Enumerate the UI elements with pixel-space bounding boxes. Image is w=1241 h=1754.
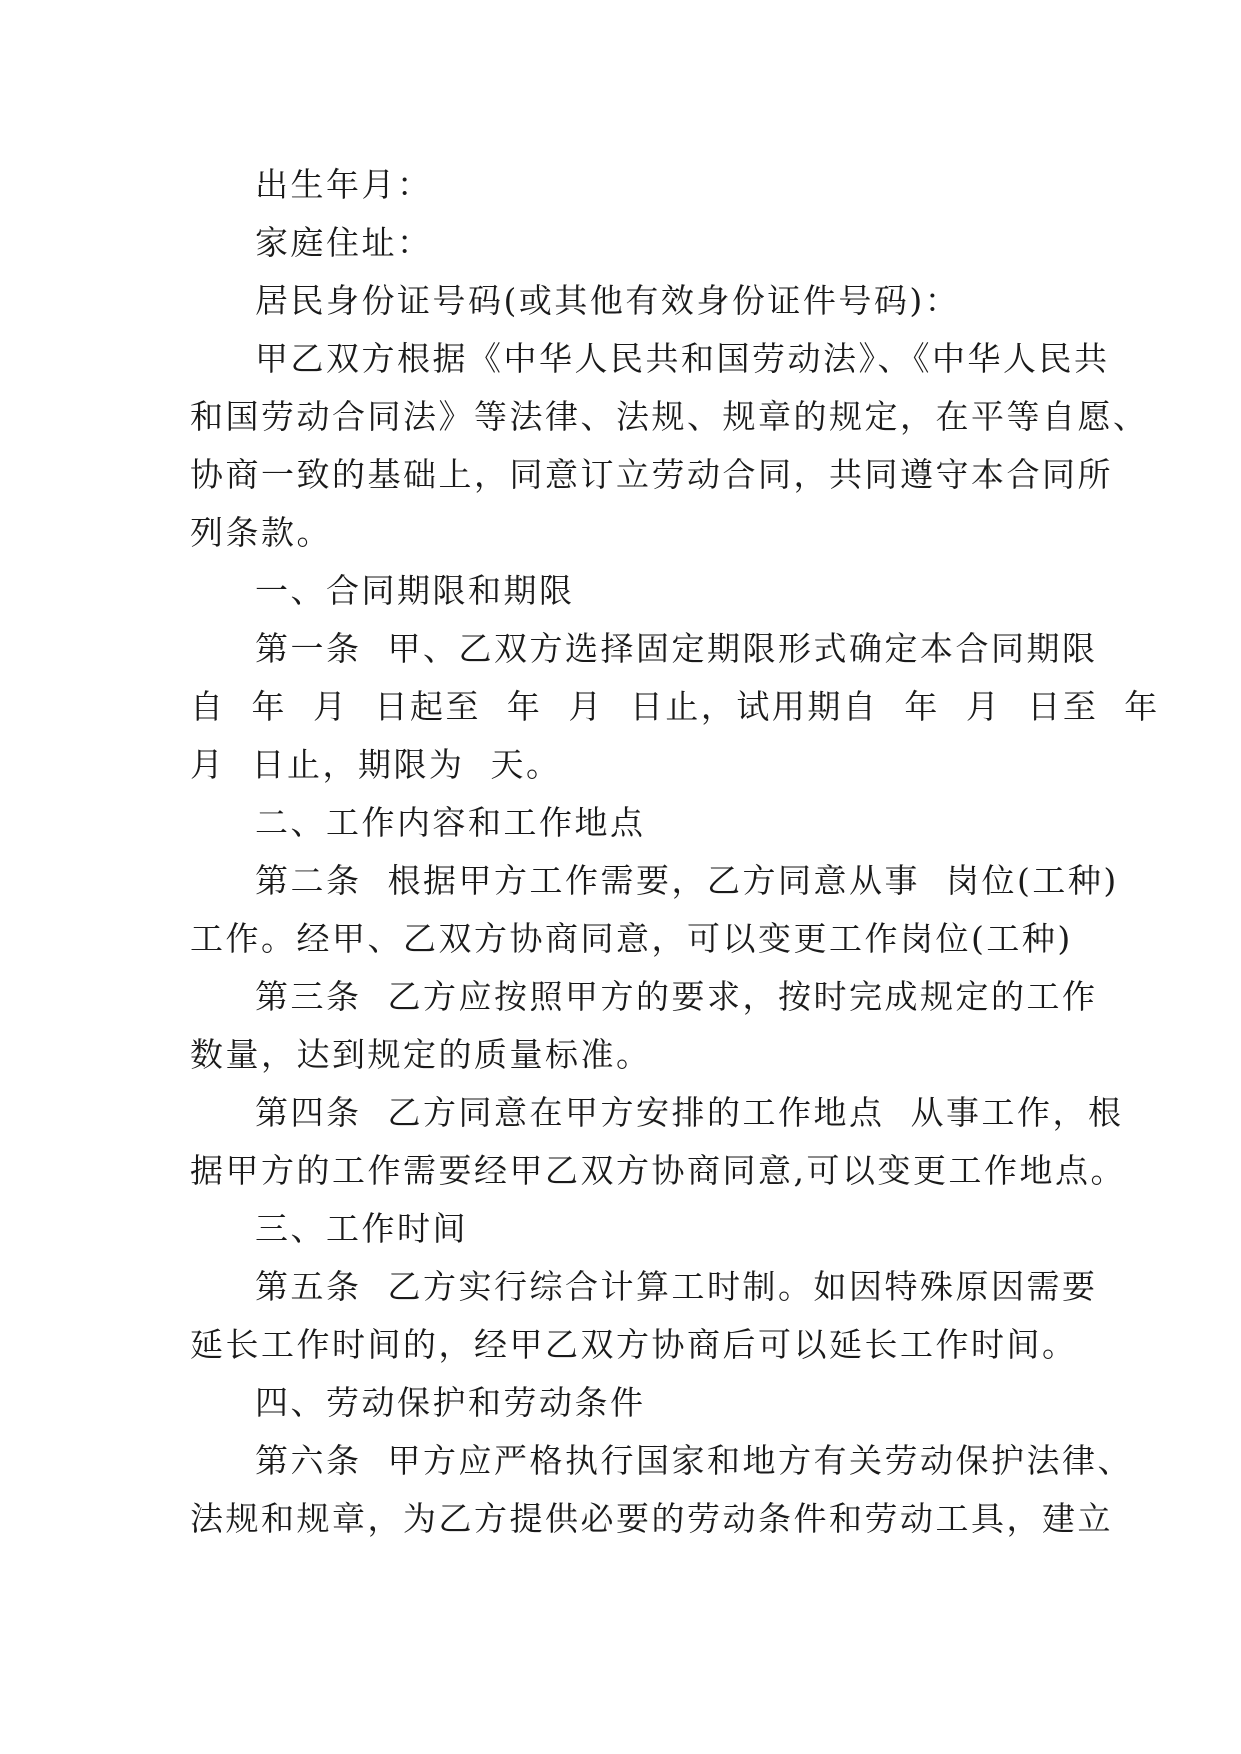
section-heading: 三、工作时间: [255, 1209, 468, 1248]
article-line: 第一条 甲、乙双方选择固定期限形式确定本合同期限: [255, 629, 1098, 668]
article-line: 第三条 乙方应按照甲方的要求，按时完成规定的工作: [255, 977, 1098, 1016]
article-line: 工作。经甲、乙双方协商同意，可以变更工作岗位(工种): [190, 919, 1073, 958]
article-line: 数量，达到规定的质量标准。: [190, 1035, 652, 1074]
article-line: 延长工作时间的，经甲乙双方协商后可以延长工作时间。: [190, 1325, 1078, 1364]
preamble-line: 协商一致的基础上，同意订立劳动合同，共同遵守本合同所: [190, 455, 1113, 494]
birth-date-line: 出生年月：: [255, 165, 433, 204]
article-line: 第四条 乙方同意在甲方安排的工作地点 从事工作，根: [255, 1093, 1124, 1132]
article-line: 法规和规章，为乙方提供必要的劳动条件和劳动工具，建立: [190, 1499, 1113, 1538]
article-line: 据甲方的工作需要经甲乙双方协商同意,可以变更工作地点。: [190, 1151, 1126, 1190]
id-number-line: 居民身份证号码(或其他有效身份证件号码)：: [255, 281, 961, 320]
section-heading: 四、劳动保护和劳动条件: [255, 1383, 646, 1422]
section-heading: 二、工作内容和工作地点: [255, 803, 646, 842]
article-line: 第二条 根据甲方工作需要，乙方同意从事 岗位(工种): [255, 861, 1119, 900]
article-line: 第六条 甲方应严格执行国家和地方有关劳动保护法律、: [255, 1441, 1133, 1480]
article-line: 自 年 月 日起至 年 月 日止，试用期自 年 月 日至 年: [190, 687, 1160, 726]
article-line: 月 日止，期限为 天。: [190, 745, 562, 784]
article-line: 第五条 乙方实行综合计算工时制。如因特殊原因需要: [255, 1267, 1098, 1306]
home-address-line: 家庭住址：: [255, 223, 433, 262]
section-heading: 一、合同期限和期限: [255, 571, 575, 610]
preamble-line: 列条款。: [190, 513, 332, 552]
preamble-line: 甲乙双方根据《中华人民共和国劳动法》、《中华人民共: [255, 339, 1110, 378]
preamble-line: 和国劳动合同法》等法律、法规、规章的规定，在平等自愿、: [190, 397, 1149, 436]
